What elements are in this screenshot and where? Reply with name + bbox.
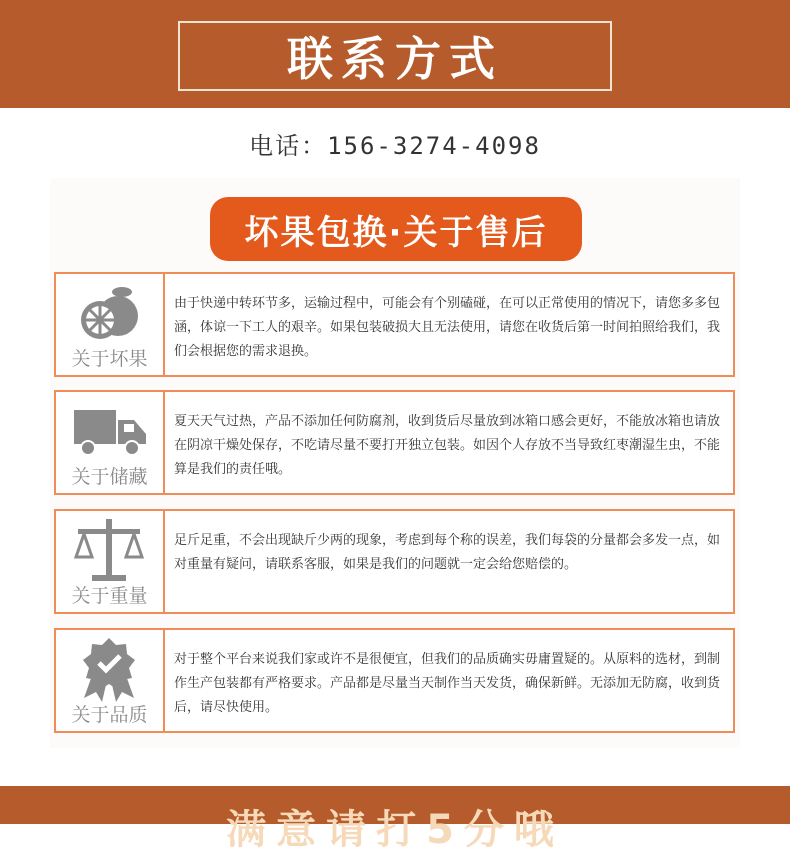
title-frame — [178, 21, 612, 91]
page-title: 联系方式 — [287, 32, 503, 86]
card-text: 对于整个平台来说我们家或许不是很便宜，但我们的品质确实毋庸置疑的。从原料的选材，到制作生产包装都有严格要求。产品都是尽量当天制作当天发货，确保新鲜。无添加无防腐，收到货后，请尽快使用。 — [174, 652, 721, 715]
orange-icon — [74, 280, 144, 344]
truck-icon — [74, 398, 148, 462]
card-weight — [54, 509, 735, 614]
footer-text: 满意请打5分哦 — [226, 807, 564, 853]
quality-badge-icon — [74, 636, 144, 702]
card-text: 足斤足重，不会出现缺斤少两的现象，考虑到每个称的误差，我们每袋的分量都会多发一点，如对重量有疑问，请联系客服，如果是我们的问题就一定会给您赔偿的。 — [174, 533, 721, 572]
card-label: 关于品质 — [71, 704, 148, 726]
card-damaged-fruit — [54, 272, 735, 377]
card-label: 关于坏果 — [71, 348, 148, 370]
card-icon-cell — [56, 511, 165, 612]
card-icon-cell — [56, 392, 165, 493]
card-storage — [54, 390, 735, 495]
card-text: 由于快递中转环节多，运输过程中，可能会有个别磕碰，在可以正常使用的情况下，请您多多包涵，体谅一下工人的艰辛。如果包装破损大且无法使用，请您在收货后第一时间拍照给我们，我们会根据您的需求退换。 — [174, 296, 721, 359]
card-label: 关于重量 — [71, 585, 148, 607]
footer-banner — [0, 786, 790, 853]
scale-icon — [74, 517, 144, 583]
card-icon-cell — [56, 630, 165, 731]
card-icon-cell — [56, 274, 165, 375]
phone-number: 电话：156-3274-4098 — [249, 132, 541, 160]
card-text: 夏天天气过热，产品不添加任何防腐剂，收到货后尽量放到冰箱口感会更好，不能放冰箱也请放在阴凉干燥处保存，不吃请尽量不要打开独立包装。如因个人存放不当导致红枣潮湿生虫，不能算是我们的责任哦。 — [174, 414, 721, 477]
section-heading-pill: 坏果包换·关于售后 — [210, 197, 582, 261]
header-banner — [0, 0, 790, 108]
card-label: 关于储藏 — [71, 466, 148, 488]
card-quality — [54, 628, 735, 733]
